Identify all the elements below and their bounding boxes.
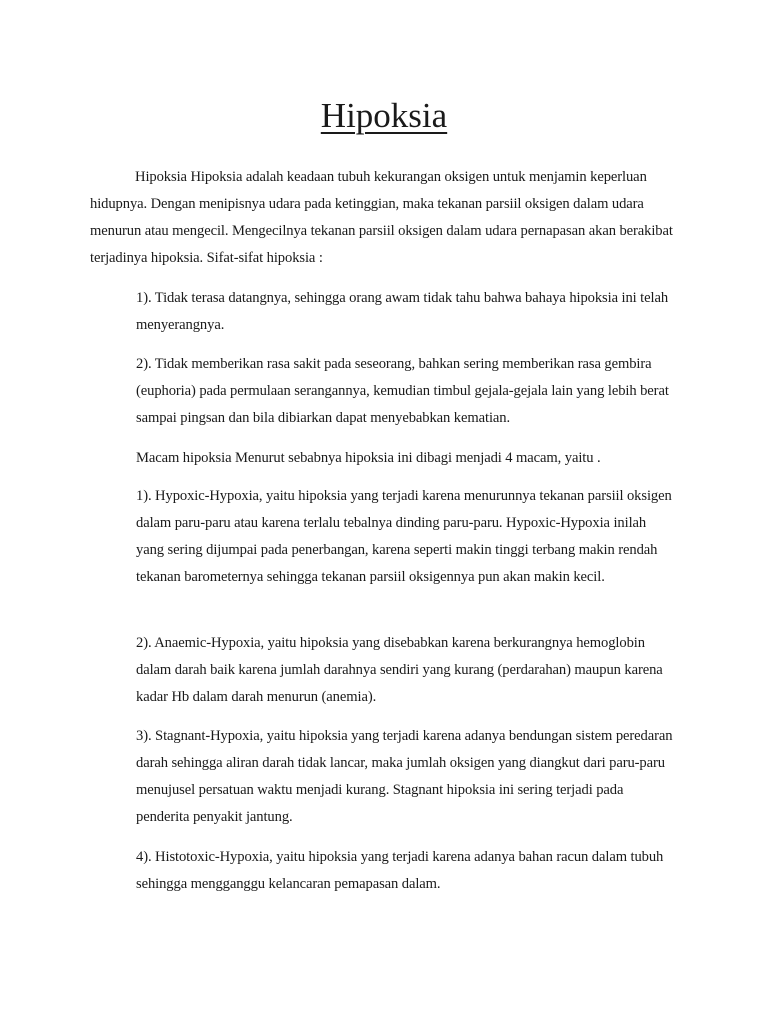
sifat-item-1: 1). Tidak terasa datangnya, sehingga orang awam tidak tahu bahwa bahaya hipoksia ini telah menyerangnya. (136, 290, 669, 333)
macam-item-4: 4). Histotoxic-Hypoxia, yaitu hipoksia yang terjadi karena adanya bahan racun dalam tubuh sehingga mengganggu kelancaran pemapasan dalam. (136, 849, 664, 892)
macam-item-2: 2). Anaemic-Hypoxia, yaitu hipoksia yang disebabkan karena berkurangnya hemoglobin dalam darah baik karena jumlah darahnya sendiri yang kurang (perdarahan) maupun karena kadar Hb dalam darah menurun (anemia). (136, 635, 663, 705)
macam-intro-paragraph: Macam hipoksia Menurut sebabnya hipoksia ini dibagi menjadi 4 macam, yaitu . (136, 450, 601, 466)
sifat-item-2: 2). Tidak memberikan rasa sakit pada seseorang, bahkan sering memberikan rasa gembira (euphoria) pada permulaan serangannya, kemudian timbul gejala-gejala lain yang lebih berat sampai pingsan dan bila dibiarkan dapat menyebabkan kematian. (136, 356, 669, 426)
macam-item-1: 1). Hypoxic-Hypoxia, yaitu hipoksia yang terjadi karena menurunnya tekanan parsiil oksigen dalam paru-paru atau karena terlalu tebalnya dinding paru-paru. Hypoxic-Hypoxia inilah yang sering dijumpai pada penerbangan, karena seperti makin tinggi terbang makin rendah tekanan barometernya sehingga tekanan parsiil oksigennya pun akan makin kecil. (136, 488, 672, 585)
intro-paragraph: Hipoksia Hipoksia adalah keadaan tubuh kekurangan oksigen untuk menjamin keperluan hidupnya. Dengan menipisnya udara pada ketinggian, maka tekanan parsiil oksigen dalam udara menurun atau mengecil. Mengecilnya tekanan parsiil oksigen dalam udara pernapasan akan berakibat terjadinya hipoksia. Sifat-sifat hipoksia : (90, 169, 673, 266)
page-title: Hipoksia (320, 96, 448, 135)
macam-item-3: 3). Stagnant-Hypoxia, yaitu hipoksia yang terjadi karena adanya bendungan sistem peredaran darah sehingga aliran darah tidak lancar, maka jumlah oksigen yang diangkut dari paru-paru menujusel persatuan waktu menjadi kurang. Stagnant hipoksia ini sering terjadi pada penderita penyakit jantung. (136, 728, 673, 825)
